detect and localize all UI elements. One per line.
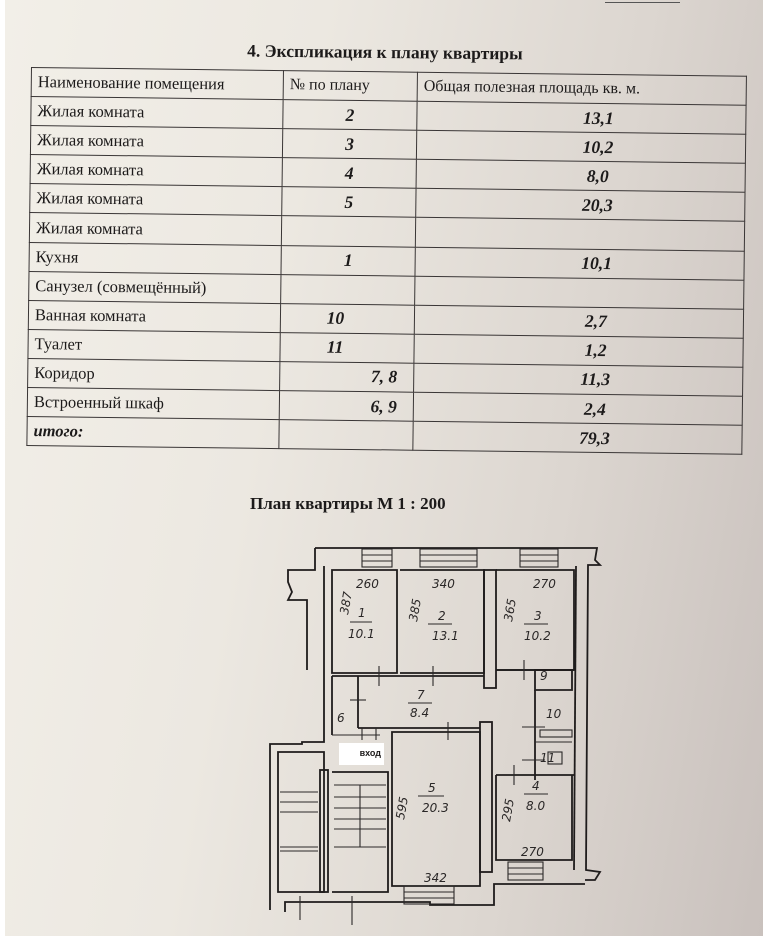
plan-number: 7, 8 — [280, 362, 414, 393]
room-2-number: 2 — [438, 609, 446, 623]
room-5-number: 5 — [428, 781, 436, 795]
plan-number: 2 — [283, 100, 417, 131]
room-2-length: 385 — [406, 597, 424, 623]
plan-number: 6, 9 — [279, 391, 413, 422]
room-1-length: 387 — [337, 590, 355, 616]
bath-10-number: 10 — [546, 707, 562, 721]
room-name: Встроенный шкаф — [27, 388, 279, 420]
room-1-area: 10.1 — [348, 627, 375, 641]
room-3-width: 270 — [533, 577, 556, 591]
room-4-area: 8.0 — [526, 799, 546, 813]
corridor-7-number: 7 — [417, 688, 425, 702]
room-2-area: 13.1 — [432, 629, 459, 643]
plan-number: 1 — [281, 245, 415, 276]
room-4-width: 270 — [521, 845, 544, 859]
room-name: Жилая комната — [30, 126, 282, 158]
room-name: Жилая комната — [30, 184, 282, 216]
room-area: 10,2 — [416, 130, 745, 163]
header-area: Общая полезная площадь кв. м. — [417, 72, 746, 105]
stairwell — [278, 752, 388, 892]
entrance-label: вход — [339, 743, 384, 765]
room-name: Ванная комната — [28, 300, 280, 332]
corridor-7-area: 8.4 — [410, 706, 430, 720]
room-4-length: 295 — [499, 797, 517, 823]
plan-title: План квартиры М 1 : 200 — [250, 494, 446, 513]
bathroom-walls — [496, 670, 574, 780]
header-plan-number: № по плану — [283, 71, 417, 102]
explication-title: 4. Экспликация к плану квартиры — [247, 40, 523, 64]
room-1-number: 1 — [358, 606, 366, 620]
room-5-area: 20.3 — [422, 801, 449, 815]
plan-number: 3 — [282, 129, 416, 160]
room-5-width: 342 — [424, 871, 447, 885]
room-name: Кухня — [29, 242, 281, 274]
top-windows — [362, 549, 558, 567]
room-area: 1,2 — [414, 334, 743, 367]
room-name: Туалет — [28, 329, 280, 361]
room-3-length: 365 — [501, 597, 519, 623]
room-name: Санузел (совмещённый) — [29, 271, 281, 303]
closet-9-number: 9 — [540, 669, 548, 683]
toilet-11-number: 11 — [540, 751, 556, 765]
total-area: 79,3 — [413, 421, 742, 454]
plan-number: 11 — [280, 332, 414, 363]
room-3-area: 10.2 — [524, 629, 551, 643]
room-area: 11,3 — [414, 363, 743, 396]
plan-number: 5 — [282, 187, 416, 218]
room-4-number: 4 — [532, 779, 540, 793]
room-labels — [337, 577, 562, 885]
room-name: Жилая комната — [30, 155, 282, 187]
room-area: 13,1 — [417, 101, 746, 134]
room-area: 2,4 — [413, 392, 742, 425]
header-room-name: Наименование помещения — [31, 68, 283, 100]
room-area: 2,7 — [414, 305, 743, 338]
room-name: Коридор — [28, 358, 280, 390]
room-area: 20,3 — [416, 189, 745, 222]
room-2-width: 340 — [432, 577, 455, 591]
total-label: итого: — [27, 417, 279, 449]
room-5-length: 595 — [393, 795, 411, 821]
room-name: Жилая комната — [31, 97, 283, 129]
room-name: Жилая комната — [29, 213, 281, 245]
room-area: 10,1 — [415, 247, 744, 280]
room-area: 8,0 — [416, 159, 745, 192]
plan-number: 10 — [280, 303, 414, 334]
closet-6-number: 6 — [337, 711, 345, 725]
room-3-number: 3 — [534, 609, 542, 623]
room-1-width: 260 — [356, 577, 379, 591]
plan-number: 4 — [282, 158, 416, 189]
